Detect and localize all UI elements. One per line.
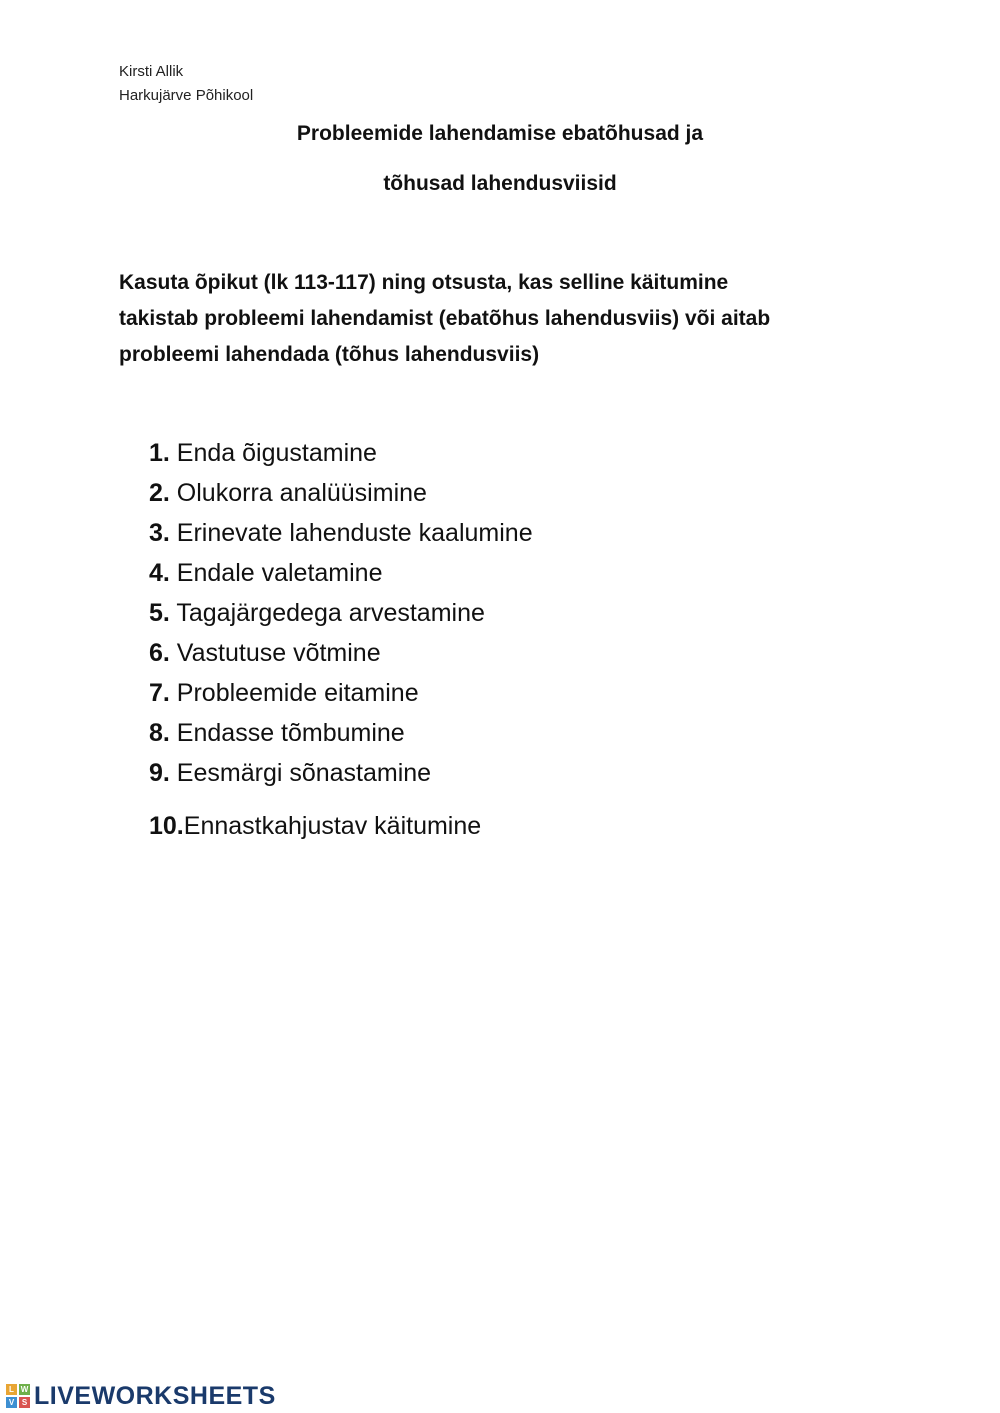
school-name: Harkujärve Põhikool — [119, 87, 254, 104]
logo-block-1: L — [6, 1384, 17, 1395]
logo-text: LIVEWORKSHEETS — [34, 1381, 276, 1410]
item-number: 4. — [149, 559, 170, 587]
item-number: 2. — [149, 479, 170, 507]
item-number: 9. — [149, 759, 170, 787]
page-title-line-2: tõhusad lahendusviisid — [383, 172, 617, 195]
author-block — [119, 60, 253, 108]
logo-block-3: V — [6, 1397, 17, 1408]
list-item — [149, 433, 533, 473]
list-item — [149, 633, 533, 673]
logo-block-4: S — [19, 1397, 30, 1408]
item-number: 1. — [149, 439, 170, 467]
item-number: 8. — [149, 719, 170, 747]
list-item — [149, 753, 533, 793]
item-text: Eesmärgi sõnastamine — [169, 759, 432, 787]
logo-blocks-icon — [6, 1384, 30, 1408]
item-number: 7. — [149, 679, 170, 707]
list-item — [149, 713, 533, 753]
item-text: Endale valetamine — [169, 559, 383, 587]
list-item — [149, 553, 533, 593]
item-number: 6. — [149, 639, 170, 667]
instructions-line-3: probleemi lahendada (tõhus lahendusviis) — [119, 343, 540, 366]
item-text: Ennastkahjustav käitumine — [183, 812, 482, 840]
item-text: Endasse tõmbumine — [169, 719, 405, 747]
page-title-line-1: Probleemide lahendamise ebatõhusad ja — [296, 122, 704, 145]
item-text: Enda õigustamine — [169, 439, 377, 467]
logo-block-2: W — [20, 1385, 29, 1394]
item-number: 10. — [149, 812, 184, 840]
list-item — [149, 473, 533, 513]
item-number: 3. — [149, 519, 170, 547]
author-name: Kirsti Allik — [119, 63, 184, 80]
behavior-list — [149, 433, 533, 846]
list-item — [149, 593, 533, 633]
item-text: Vastutuse võtmine — [169, 639, 381, 667]
list-item — [149, 513, 533, 553]
instructions — [119, 265, 879, 373]
instructions-line-2: takistab probleemi lahendamist (ebatõhus lahendusviis) või aitab — [119, 307, 771, 330]
item-text: Tagajärgedega arvestamine — [169, 599, 485, 627]
list-item — [149, 673, 533, 713]
instructions-line-1: Kasuta õpikut (lk 113-117) ning otsusta, kas selline käitumine — [119, 271, 729, 294]
item-number: 5. — [149, 599, 170, 627]
liveworksheets-logo — [6, 1381, 276, 1411]
item-text: Erinevate lahenduste kaalumine — [169, 519, 533, 547]
list-item — [149, 806, 533, 846]
item-text: Probleemide eitamine — [169, 679, 419, 707]
item-text: Olukorra analüüsimine — [169, 479, 427, 507]
